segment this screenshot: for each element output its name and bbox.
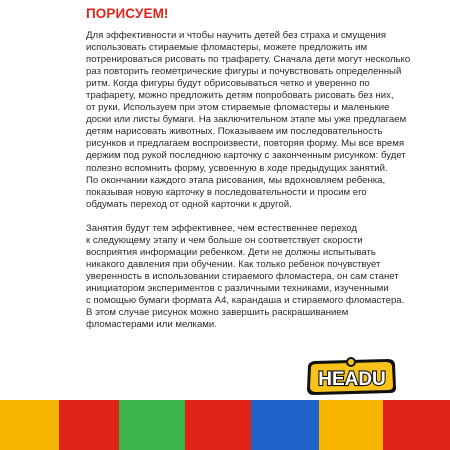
text-line: показывая новую карточку в последовательности и просим его xyxy=(86,186,367,198)
text-line: В этом случае рисунок можно завершить раскрашиванием xyxy=(86,307,349,319)
color-stripe xyxy=(119,400,185,450)
color-stripe xyxy=(0,400,59,450)
text-line: доски или листы бумаги. На заключительном этапе мы уже предлагаем xyxy=(86,114,407,126)
headu-logo xyxy=(304,356,398,398)
text-line: восприятия информации ребенком. Дети не должны испытывать xyxy=(86,246,376,258)
color-stripe xyxy=(383,400,450,450)
paragraph-gap xyxy=(86,211,398,223)
text-line: фломастерами или мелками. xyxy=(86,319,217,331)
text-line: раз повторить геометрические фигуры и почувствовать определенный xyxy=(86,66,402,78)
text-line: обдумать переход от одной карточки к другой. xyxy=(86,198,292,210)
paragraph-2 xyxy=(86,222,405,331)
logo-graphic xyxy=(304,356,398,398)
page-title: ПОРИСУЕМ! xyxy=(86,6,169,21)
color-stripe xyxy=(59,400,119,450)
text-line: использовать стираемые фломастеры, можете предложить им xyxy=(86,42,368,54)
text-line: трафарету, можно предложить детям попробовать рисовать без них, xyxy=(86,90,394,102)
paragraph-1 xyxy=(86,30,411,211)
color-stripes xyxy=(0,400,450,450)
text-line: ритм. Когда фигуры будут обрисовываться четко и уверенно по xyxy=(86,78,370,90)
text-line: рисунков и предлагаем воспроизвести, повторяя форму. Мы все время xyxy=(86,138,405,150)
text-line: потренироваться рисовать по трафарету. Сначала дети могут несколько xyxy=(86,54,411,66)
color-stripe xyxy=(251,400,319,450)
text-line: По окончании каждого этапа рисования, мы вдохновляем ребенка, xyxy=(86,174,386,186)
text-line: от руки. Используем при этом стираемые фломастеры и маленькие xyxy=(86,102,390,114)
logo-text: HEADU xyxy=(318,369,386,390)
text-line: уверенность в использовании стираемого фломастера, он сам станет xyxy=(86,270,399,282)
text-line: полезно вспомнить форму, усвоенную в ходе предыдущих занятий. xyxy=(86,162,388,174)
body-text xyxy=(86,30,411,331)
color-stripe xyxy=(185,400,251,450)
text-line: никакого давления при обучении. Как только ребенок почувствует xyxy=(86,258,381,270)
logo-head xyxy=(348,359,354,365)
text-line: детям нарисовать животных. Показываем им последовательность xyxy=(86,126,383,138)
text-line: к следующему этапу и чем больше он соответствует скорости xyxy=(86,234,363,246)
text-line: с помощью бумаги формата А4, карандаша и стираемого фломастера. xyxy=(86,294,405,306)
color-stripe xyxy=(319,400,383,450)
text-line: Для эффективности и чтобы научить детей без страха и смущения xyxy=(86,30,387,41)
text-line: инициатором экспериментов с различными техниками, изученными xyxy=(86,282,389,294)
text-line: держим под рукой последнюю карточку с законченным рисунком: будет xyxy=(86,150,406,162)
text-line: Занятия будут тем эффективнее, чем естественнее переход xyxy=(86,222,358,234)
